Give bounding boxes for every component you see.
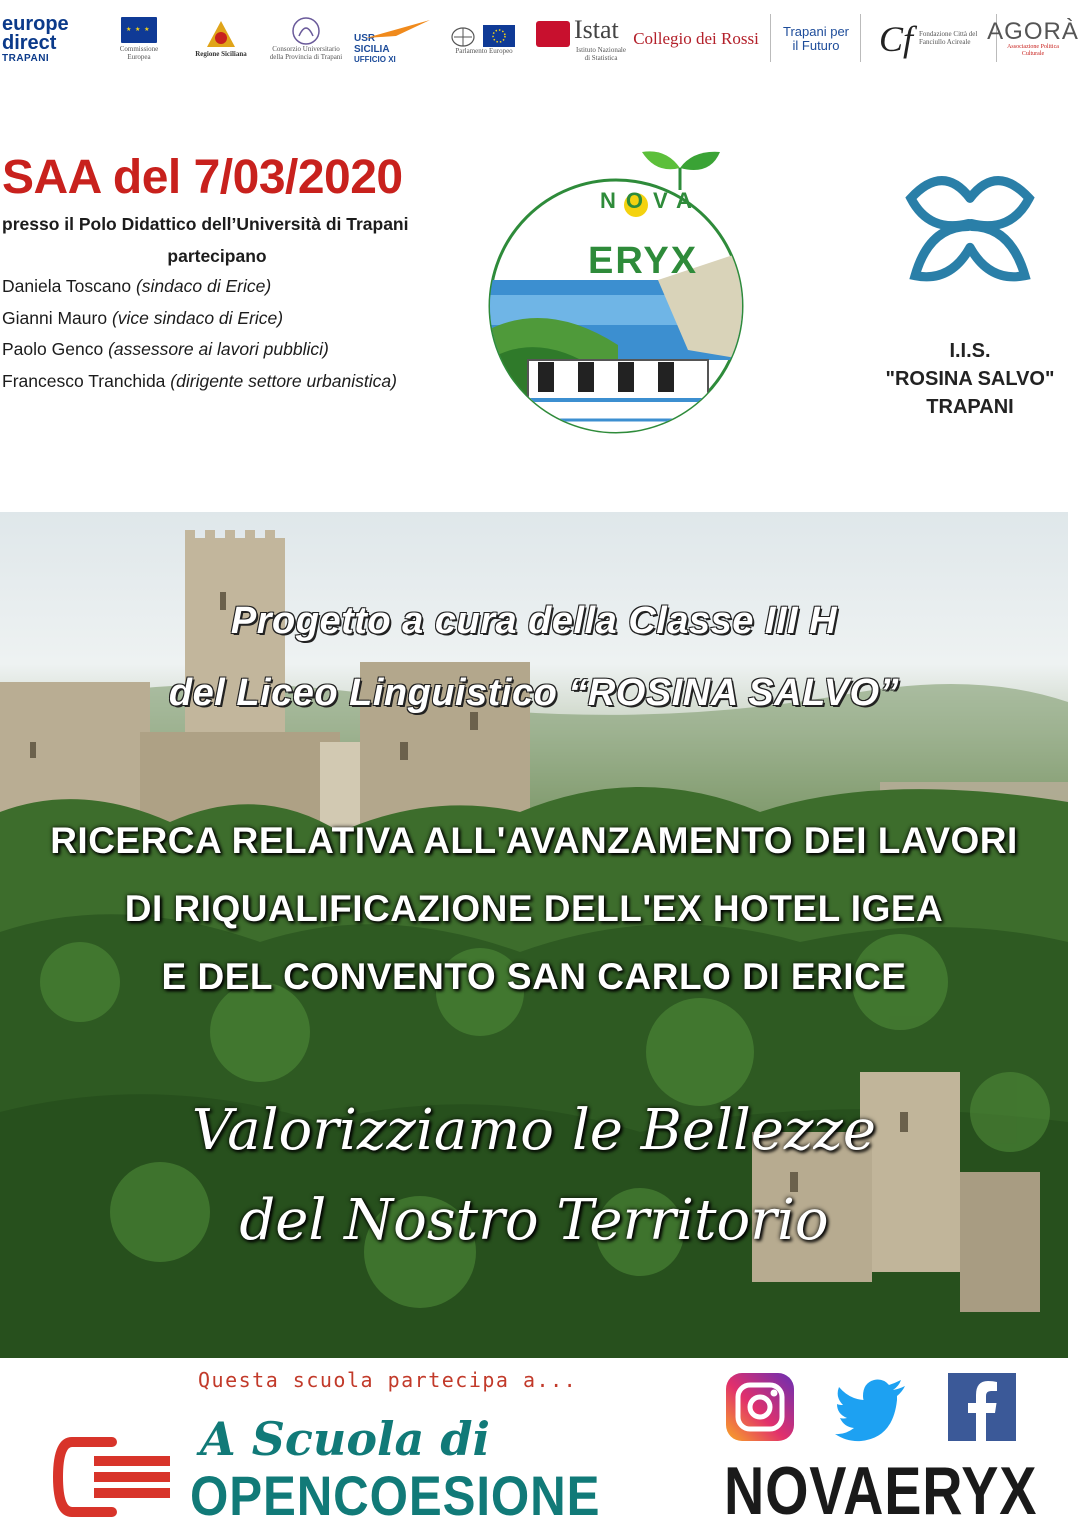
school-logo-line3: TRAPANI (926, 396, 1014, 418)
sponsor-logo-strip (0, 0, 1079, 78)
school-logo-line2: "ROSINA SALVO" (885, 368, 1055, 390)
participants-label: partecipano (167, 246, 267, 266)
event-date-title: SAA del 7/03/2020 (2, 151, 403, 204)
social-handle: NOVAERYX (724, 1453, 1038, 1529)
trinacria-icon (205, 19, 237, 51)
participant-name: Daniela Toscano (2, 276, 132, 296)
research-line1: RICERCA RELATIVA ALL'AVANZAMENTO DEI LAVORI (50, 820, 1018, 861)
parlamento-europeo-logo (446, 8, 522, 70)
fondazione-caption: Fondazione Città del Fanciullo Acireale (919, 30, 978, 46)
europe-direct-logo (2, 8, 102, 70)
europe-direct-line2: direct (2, 31, 57, 54)
fondazione-logo (872, 8, 992, 70)
participant-item (2, 371, 397, 403)
fondazione-letters: Cf (878, 19, 913, 59)
opencoesione-line2: OPENCOESIONE (190, 1464, 601, 1527)
agora-caption: Associazione Politica Culturale (1007, 44, 1059, 57)
instagram-icon[interactable] (724, 1370, 796, 1444)
usr-line2: SICILIA (354, 43, 390, 55)
eu-flag-icon (121, 17, 157, 43)
commissione-caption: Commissione Europea (119, 44, 159, 61)
school-logo-line1: I.I.S. (949, 340, 991, 362)
twitter-icon[interactable] (828, 1370, 914, 1444)
participant-role: (vice sindaco di Erice) (111, 307, 284, 328)
parlamento-caption: Parlamento Europeo (455, 47, 513, 56)
collegio-name: Collegio dei Rossi (633, 29, 759, 48)
usr-sicilia-logo (354, 8, 436, 70)
project-line2: del Liceo Linguistico “ROSINA SALVO” (168, 672, 900, 714)
istat-caption: Istituto Nazionale di Statistica (576, 46, 626, 62)
consorzio-caption: Consorzio Universitario della Provincia di Trapani (269, 45, 343, 61)
event-venue: presso il Polo Didattico dell’Università di Trapani (2, 214, 409, 234)
usr-line3: UFFICIO XI (354, 54, 396, 64)
usr-line1: USR (354, 32, 376, 44)
erice-castle-photo (0, 512, 1068, 1358)
participant-item (2, 308, 397, 340)
trapani-per-il-futuro-logo (776, 8, 856, 70)
eryx-word: ERYX (588, 240, 699, 282)
regione-sicilia-logo (186, 8, 256, 70)
nova-word: NOVA (600, 188, 702, 213)
opencoesione-book-icon (52, 1436, 174, 1518)
regione-caption: Regione Siciliana (195, 50, 247, 59)
trapani-futuro-line2: il Futuro (792, 38, 840, 53)
participant-name: Paolo Genco (2, 339, 104, 359)
sponsor-divider (770, 14, 771, 62)
slogan-line1: Valorizziamo le Bellezze (191, 1098, 877, 1163)
nova-eryx-emblem-icon (488, 130, 748, 450)
butterfly-icon (872, 156, 1068, 346)
research-line2: DI RIQUALIFICAZIONE DELL'EX HOTEL IGEA (124, 888, 944, 929)
parlamento-icon (449, 22, 519, 48)
participant-item (2, 276, 397, 308)
agora-name: AGORÀ (987, 18, 1079, 46)
commissione-europea-logo (116, 8, 162, 70)
europe-direct-city: TRAPANI (2, 52, 50, 64)
facebook-icon[interactable] (946, 1370, 1018, 1444)
slogan-line2: del Nostro Territorio (239, 1188, 829, 1253)
usr-swoosh-icon (356, 18, 434, 40)
participant-role: (sindaco di Erice) (135, 276, 272, 296)
europe-direct-line1: europe (2, 12, 69, 35)
sponsor-divider (860, 14, 861, 62)
research-line3: E DEL CONVENTO SAN CARLO DI ERICE (161, 956, 907, 997)
participant-role: (assessore ai lavori pubblici) (108, 339, 329, 359)
istat-name: Istat (574, 15, 619, 45)
istat-logo (536, 8, 628, 70)
participant-item (2, 339, 397, 371)
agora-logo (987, 8, 1079, 70)
opencoesione-line1: A Scuola di (200, 1412, 490, 1466)
nova-eryx-logo (488, 130, 748, 450)
trapani-futuro-line1: Trapani per (783, 24, 849, 40)
project-line1: Progetto a cura della Classe III H (230, 600, 838, 642)
participant-name: Gianni Mauro (2, 307, 108, 328)
participants-list (2, 276, 397, 402)
collegio-dei-rossi-logo (632, 8, 760, 70)
participant-role: (dirigente settore urbanistica) (170, 370, 397, 391)
consorzio-emblem-icon (289, 16, 323, 46)
participant-name: Francesco Tranchida (2, 370, 166, 391)
participates-tagline: Questa scuola partecipa a... (198, 1368, 578, 1392)
consorzio-universitario-logo (268, 8, 344, 70)
istat-mark-icon (536, 21, 570, 47)
